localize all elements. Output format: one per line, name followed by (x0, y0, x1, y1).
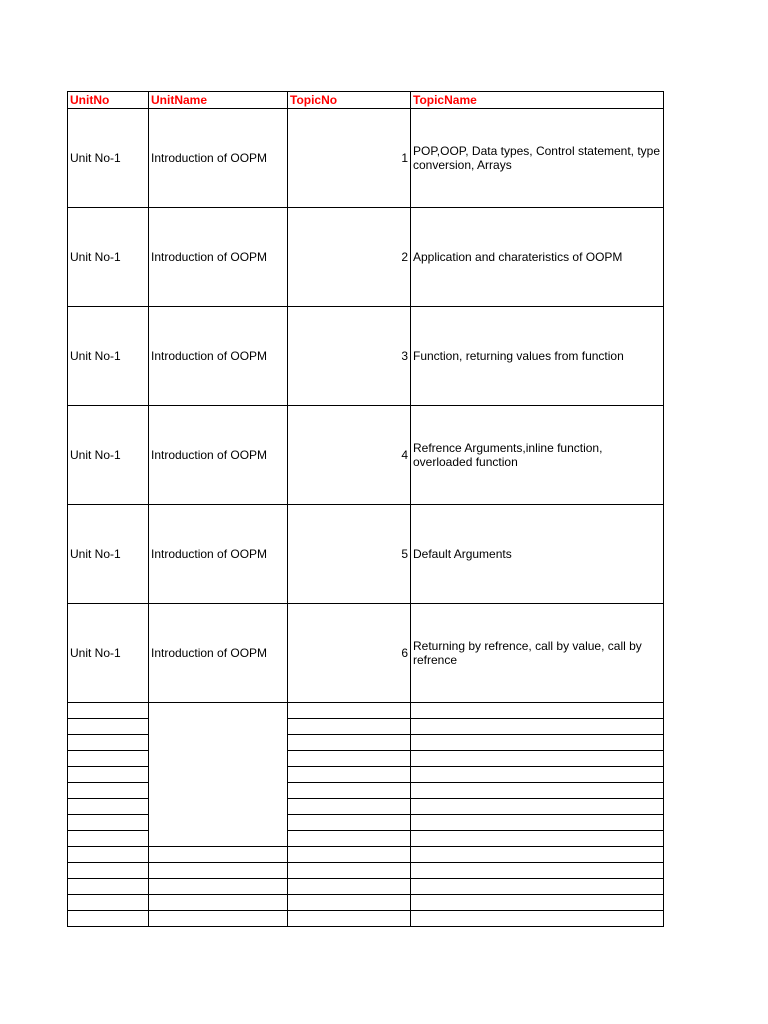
empty-row (68, 895, 664, 911)
empty-cell[interactable] (149, 863, 288, 879)
empty-cell[interactable] (411, 703, 664, 719)
topic-no-cell[interactable]: 6 (288, 604, 411, 703)
table-row (68, 505, 664, 604)
topic-name-cell[interactable]: Refrence Arguments,inline function, overloaded function (411, 406, 664, 505)
empty-cell[interactable] (288, 847, 411, 863)
empty-cell[interactable] (68, 815, 149, 831)
empty-cell[interactable] (288, 863, 411, 879)
empty-row (68, 911, 664, 927)
header-unit-name[interactable]: UnitName (149, 92, 288, 109)
unit-name-cell[interactable]: Introduction of OOPM (149, 604, 288, 703)
empty-cell[interactable] (288, 879, 411, 895)
unit-name-cell[interactable]: Introduction of OOPM (149, 406, 288, 505)
empty-cell[interactable] (68, 703, 149, 719)
unit-name-cell[interactable]: Introduction of OOPM (149, 505, 288, 604)
topic-name-cell[interactable]: POP,OOP, Data types, Control statement, type conversion, Arrays (411, 109, 664, 208)
empty-cell[interactable] (68, 879, 149, 895)
empty-cell[interactable] (68, 719, 149, 735)
unit-no-cell[interactable]: Unit No-1 (68, 505, 149, 604)
empty-cell[interactable] (411, 735, 664, 751)
table-row (68, 208, 664, 307)
empty-cell[interactable] (411, 751, 664, 767)
empty-cell[interactable] (288, 815, 411, 831)
topic-name-cell[interactable]: Returning by refrence, call by value, call by refrence (411, 604, 664, 703)
empty-cell[interactable] (149, 847, 288, 863)
unit-no-cell[interactable]: Unit No-1 (68, 208, 149, 307)
unit-no-cell[interactable]: Unit No-1 (68, 604, 149, 703)
empty-cell[interactable] (68, 831, 149, 847)
empty-cell[interactable] (68, 783, 149, 799)
empty-cell[interactable] (68, 911, 149, 927)
empty-cell[interactable] (68, 751, 149, 767)
empty-cell[interactable] (288, 703, 411, 719)
topic-no-cell[interactable]: 3 (288, 307, 411, 406)
topic-no-cell[interactable]: 2 (288, 208, 411, 307)
table-row (68, 109, 664, 208)
topic-name-cell[interactable]: Function, returning values from function (411, 307, 664, 406)
topic-name-cell[interactable]: Application and charateristics of OOPM (411, 208, 664, 307)
empty-row (68, 879, 664, 895)
empty-cell[interactable] (288, 799, 411, 815)
empty-cell[interactable] (68, 895, 149, 911)
empty-cell[interactable] (411, 847, 664, 863)
empty-cell[interactable] (288, 783, 411, 799)
empty-cell[interactable] (288, 831, 411, 847)
empty-cell[interactable] (411, 863, 664, 879)
empty-cell[interactable] (68, 735, 149, 751)
empty-cell[interactable] (68, 799, 149, 815)
topic-name-cell[interactable]: Default Arguments (411, 505, 664, 604)
empty-cell[interactable] (411, 895, 664, 911)
empty-row (68, 863, 664, 879)
empty-cell[interactable] (411, 799, 664, 815)
topics-table (67, 91, 664, 927)
table-row (68, 406, 664, 505)
unit-name-cell[interactable]: Introduction of OOPM (149, 208, 288, 307)
empty-cell[interactable] (411, 831, 664, 847)
empty-cell[interactable] (288, 719, 411, 735)
empty-cell[interactable] (288, 895, 411, 911)
empty-cell[interactable] (411, 815, 664, 831)
header-row (68, 92, 664, 109)
topic-no-cell[interactable]: 1 (288, 109, 411, 208)
unit-name-cell[interactable]: Introduction of OOPM (149, 109, 288, 208)
empty-cell[interactable] (288, 751, 411, 767)
empty-cell[interactable] (68, 863, 149, 879)
unit-no-cell[interactable]: Unit No-1 (68, 307, 149, 406)
table-row (68, 307, 664, 406)
empty-cell[interactable] (149, 879, 288, 895)
empty-cell[interactable] (68, 847, 149, 863)
empty-cell[interactable] (149, 911, 288, 927)
unit-name-cell[interactable]: Introduction of OOPM (149, 307, 288, 406)
header-topic-no[interactable]: TopicNo (288, 92, 411, 109)
empty-row (68, 847, 664, 863)
empty-cell[interactable] (288, 735, 411, 751)
header-unit-no[interactable]: UnitNo (68, 92, 149, 109)
empty-cell[interactable] (411, 783, 664, 799)
empty-cell[interactable] (411, 911, 664, 927)
header-topic-name[interactable]: TopicName (411, 92, 664, 109)
empty-cell[interactable] (411, 767, 664, 783)
empty-cell[interactable] (288, 911, 411, 927)
empty-cell[interactable] (68, 767, 149, 783)
topic-no-cell[interactable]: 5 (288, 505, 411, 604)
empty-cell[interactable] (411, 879, 664, 895)
empty-cell[interactable] (411, 719, 664, 735)
table-row (68, 604, 664, 703)
empty-cell[interactable] (288, 767, 411, 783)
unit-no-cell[interactable]: Unit No-1 (68, 109, 149, 208)
topic-no-cell[interactable]: 4 (288, 406, 411, 505)
empty-cell[interactable] (149, 895, 288, 911)
unit-no-cell[interactable]: Unit No-1 (68, 406, 149, 505)
merged-empty-cell[interactable] (149, 703, 288, 847)
empty-row (68, 703, 664, 719)
